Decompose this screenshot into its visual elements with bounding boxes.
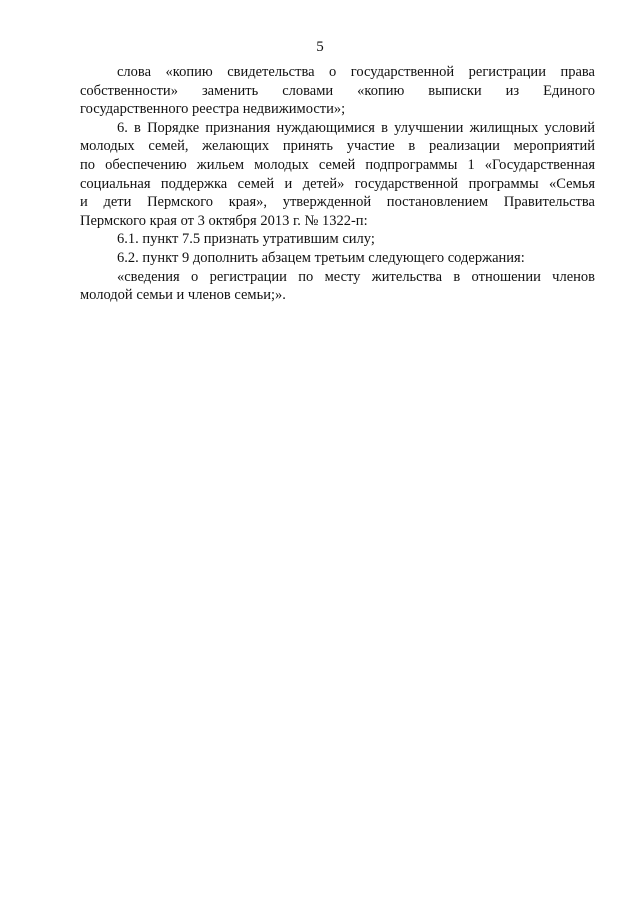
- text-line: по обеспечению жильем молодых семей подпрограммы 1 «Государственная: [80, 156, 595, 173]
- text-line: Пермского края от 3 октября 2013 г. № 1322-п:: [80, 212, 368, 229]
- document-body: [80, 63, 595, 305]
- text-line: собственности» заменить словами «копию выписки из Единого: [80, 82, 595, 99]
- text-line: и дети Пермского края», утвержденной постановлением Правительства: [80, 194, 595, 211]
- text-line: слова «копию свидетельства о государственной регистрации права: [117, 64, 595, 80]
- text-line: социальная поддержка семей и детей» государственной программы «Семья: [80, 175, 595, 192]
- text-line: государственного реестра недвижимости»;: [80, 101, 346, 118]
- text-line: молодых семей, желающих принять участие в реализации мероприятий: [80, 138, 595, 155]
- page-number: 5: [316, 39, 324, 55]
- text-line: молодой семьи и членов семьи;».: [80, 287, 286, 304]
- text-line: 6. в Порядке признания нуждающимися в улучшении жилищных условий: [117, 119, 595, 136]
- text-line: 6.1. пункт 7.5 признать утратившим силу;: [117, 231, 375, 248]
- text-line: «сведения о регистрации по месту жительства в отношении членов: [117, 268, 595, 285]
- text-line: 6.2. пункт 9 дополнить абзацем третьим следующего содержания:: [117, 249, 525, 266]
